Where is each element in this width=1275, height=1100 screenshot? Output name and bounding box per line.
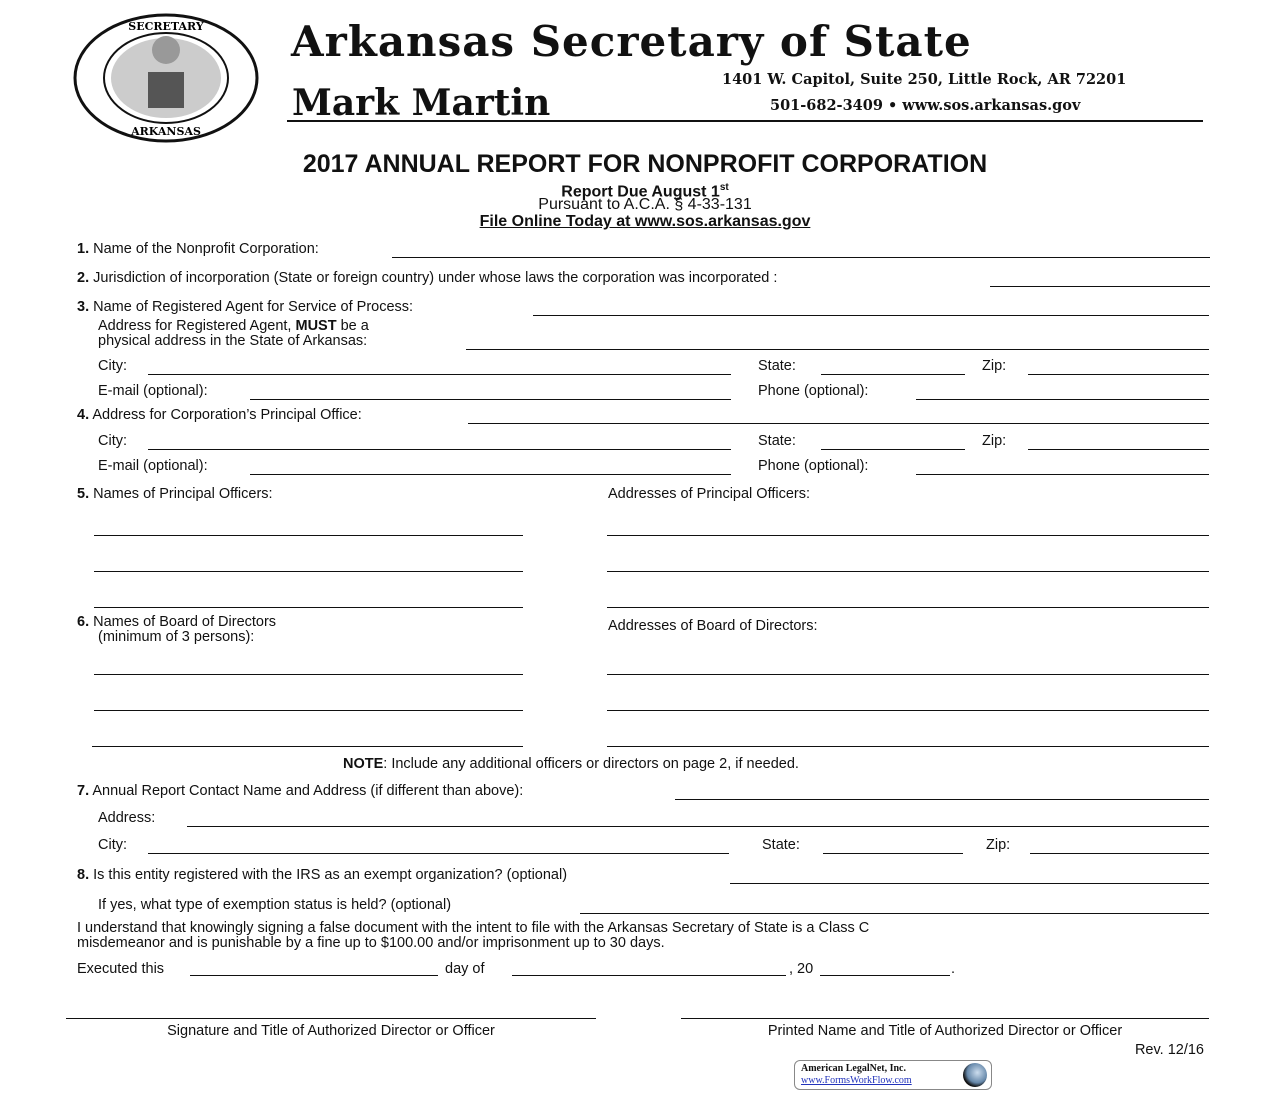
office-address: 1401 W. Capitol, Suite 250, Little Rock, AR 72201: [722, 71, 1127, 88]
q6-number: 6.: [77, 614, 90, 630]
officer-name-field[interactable]: [94, 535, 523, 536]
logo-name: American LegalNet, Inc.: [801, 1063, 906, 1074]
director-address-field[interactable]: [607, 674, 1209, 675]
officer-name-field[interactable]: [94, 607, 523, 608]
q8-number: 8.: [77, 867, 90, 883]
agency-name: Arkansas Secretary of State: [291, 17, 972, 66]
officer-address-field[interactable]: [607, 571, 1209, 572]
agent-email-label: E-mail (optional):: [98, 383, 208, 399]
contact-name-field[interactable]: [675, 799, 1209, 800]
contact-zip-label: Zip:: [986, 837, 1011, 853]
declaration-line-1: I understand that knowingly signing a false document with the intent to file with the Arkansas Secretary of State is a Class C: [77, 920, 870, 936]
declaration-line-2: misdemeanor and is punishable by a fine up to $100.00 and/or imprisonment up to 30 days.: [77, 935, 665, 951]
contact-state-field[interactable]: [823, 853, 963, 854]
agent-phone-label: Phone (optional):: [758, 383, 869, 399]
agent-zip-label: Zip:: [982, 358, 1007, 374]
office-phone-field[interactable]: [916, 474, 1209, 475]
officer-name-field[interactable]: [94, 571, 523, 572]
globe-icon: [963, 1063, 987, 1087]
office-contact: 501-682-3409 • www.sos.arkansas.gov: [770, 97, 1081, 114]
svg-text:ARKANSAS: ARKANSAS: [131, 125, 201, 138]
director-address-field[interactable]: [607, 746, 1209, 747]
q5-label: Names of Principal Officers:: [93, 486, 273, 502]
q3-label: Name of Registered Agent for Service of Process:: [93, 299, 414, 315]
corporation-name-field[interactable]: [392, 257, 1210, 258]
signature-field[interactable]: [66, 1018, 596, 1019]
q3-number: 3.: [77, 299, 90, 315]
header-rule: [287, 120, 1203, 122]
irs-exempt-field[interactable]: [730, 883, 1209, 884]
office-zip-field[interactable]: [1028, 449, 1209, 450]
svg-text:SECRETARY: SECRETARY: [128, 20, 204, 33]
agent-city-label: City:: [98, 358, 127, 374]
executed-day-field[interactable]: [190, 975, 438, 976]
q2-number: 2.: [77, 270, 90, 286]
due-date: Report Due August 1st: [561, 182, 729, 201]
agent-zip-field[interactable]: [1028, 374, 1209, 375]
exemption-type-label: If yes, what type of exemption status is held? (optional): [98, 897, 452, 913]
printed-name-label: Printed Name and Title of Authorized Director or Officer: [767, 1023, 1123, 1039]
director-name-field[interactable]: [94, 710, 523, 711]
note: NOTE: Include any additional officers or directors on page 2, if needed.: [343, 756, 799, 772]
agent-state-field[interactable]: [821, 374, 965, 375]
office-email-field[interactable]: [250, 474, 731, 475]
day-of-label: day of: [445, 961, 485, 977]
contact-state-label: State:: [762, 837, 800, 853]
q4-label: Address for Corporation’s Principal Office:: [92, 407, 362, 423]
contact-city-field[interactable]: [148, 853, 729, 854]
contact-address-field[interactable]: [187, 826, 1209, 827]
q5-number: 5.: [77, 486, 90, 502]
office-state-field[interactable]: [821, 449, 965, 450]
office-phone-label: Phone (optional):: [758, 458, 869, 474]
state-seal-logo: [72, 12, 260, 144]
period: .: [951, 961, 956, 977]
q1-number: 1.: [77, 241, 90, 257]
revision-label: Rev. 12/16: [1134, 1042, 1204, 1058]
director-name-field[interactable]: [94, 674, 523, 675]
jurisdiction-field[interactable]: [990, 286, 1210, 287]
agent-email-field[interactable]: [250, 399, 731, 400]
exemption-type-field[interactable]: [580, 913, 1209, 914]
q1-label: Name of the Nonprofit Corporation:: [93, 241, 319, 257]
officer-address-field[interactable]: [607, 535, 1209, 536]
q7-number: 7.: [77, 783, 90, 799]
statute: Pursuant to A.C.A. § 4-33-131: [538, 196, 752, 213]
printed-name-field[interactable]: [681, 1018, 1209, 1019]
q6-sublabel: (minimum of 3 persons):: [98, 629, 255, 645]
office-city-field[interactable]: [148, 449, 731, 450]
form-title: 2017 ANNUAL REPORT FOR NONPROFIT CORPORATION: [302, 150, 988, 178]
executed-month-field[interactable]: [512, 975, 786, 976]
agent-address-label: Address for Registered Agent, MUST be a: [98, 318, 369, 334]
year-prefix: , 20: [789, 961, 814, 977]
office-zip-label: Zip:: [982, 433, 1007, 449]
executed-label: Executed this: [77, 961, 165, 977]
agent-address-label-2: physical address in the State of Arkansas:: [98, 333, 368, 349]
contact-address-label: Address:: [98, 810, 156, 826]
agent-city-field[interactable]: [148, 374, 731, 375]
contact-city-label: City:: [98, 837, 127, 853]
officer-addresses-label: Addresses of Principal Officers:: [608, 486, 811, 502]
contact-zip-field[interactable]: [1030, 853, 1209, 854]
director-name-field[interactable]: [92, 746, 523, 747]
officer-address-field[interactable]: [607, 607, 1209, 608]
q2-label: Jurisdiction of incorporation (State or foreign country) under whose laws the corporation was incorporated :: [93, 270, 778, 286]
logo-link[interactable]: www.FormsWorkFlow.com: [801, 1075, 912, 1086]
q7-label: Annual Report Contact Name and Address (if different than above):: [92, 783, 524, 799]
q6-label: Names of Board of Directors: [93, 614, 277, 630]
q8-label: Is this entity registered with the IRS as an exempt organization? (optional): [93, 867, 568, 883]
registered-agent-field[interactable]: [533, 315, 1209, 316]
official-name: Mark Martin: [292, 82, 551, 124]
director-address-field[interactable]: [607, 710, 1209, 711]
principal-office-field[interactable]: [468, 423, 1209, 424]
americanlegalnet-logo[interactable]: [794, 1060, 992, 1090]
file-online-link[interactable]: File Online Today at www.sos.arkansas.gov: [479, 213, 811, 230]
office-email-label: E-mail (optional):: [98, 458, 208, 474]
agent-address-field[interactable]: [466, 349, 1209, 350]
director-addresses-label: Addresses of Board of Directors:: [608, 618, 818, 634]
office-state-label: State:: [758, 433, 796, 449]
signature-label: Signature and Title of Authorized Director or Officer: [167, 1023, 495, 1039]
agent-phone-field[interactable]: [916, 399, 1209, 400]
q4-number: 4.: [77, 407, 90, 423]
executed-year-field[interactable]: [820, 975, 950, 976]
agent-state-label: State:: [758, 358, 796, 374]
office-city-label: City:: [98, 433, 127, 449]
